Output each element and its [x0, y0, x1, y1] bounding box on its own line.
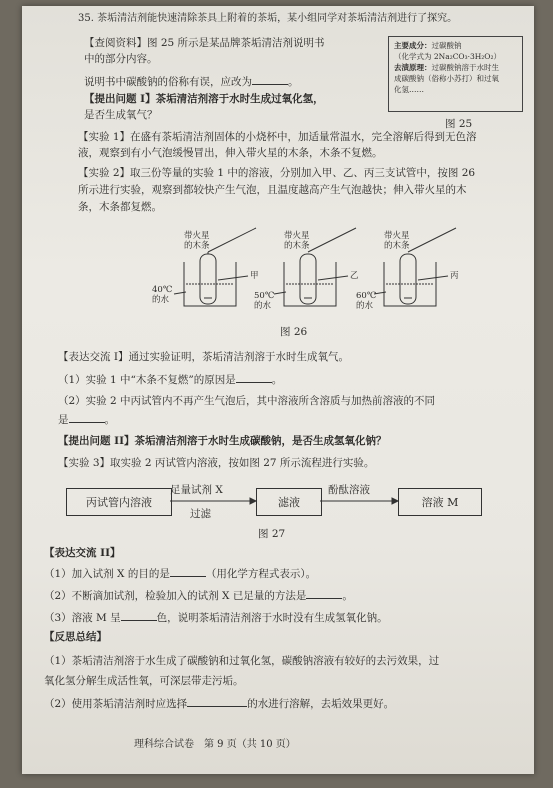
info-principle-2: 成碳酸钠（俗称小苏打）和过氧 [394, 74, 499, 83]
water-label-3: 的水 [356, 301, 374, 311]
stick-label-3b: 的木条 [384, 241, 410, 251]
lookup-info-line1: 【查阅资料】图 25 所示是某品牌茶垢清洁剂说明书 [84, 37, 325, 49]
experiment-2-line1: 【实验 2】取三份等量的实验 1 中的溶液，分别加入甲、乙、丙三支试管中，按图 26 [78, 167, 476, 179]
stick-label-2a: 带火星 [284, 231, 310, 241]
discussion-2-q1: （1）加入试剂 X 的目的是 （用化学方程式表示）。 [44, 568, 317, 580]
info-label-principle: 去渍原理： [394, 63, 432, 72]
info-principle: 过碳酸钠溶于水时生 [431, 63, 499, 72]
water-label-1: 的水 [152, 295, 170, 305]
info-principle-3: 化氢…… [394, 85, 424, 94]
answer-blank[interactable] [187, 696, 247, 707]
correction-question: 说明书中碳酸钠的俗称有误，应改为 。 [84, 76, 299, 88]
flow-box-filtrate: 滤液 [256, 488, 322, 516]
stick-label-1b: 的木条 [184, 241, 210, 251]
info-formula: （化学式为 2Na₂CO₃·3H₂O₂） [394, 52, 501, 61]
water-temp-2: 50℃ [254, 291, 275, 301]
discussion-1-q1: （1）实验 1 中“木条不复燃”的原因是 。 [58, 374, 283, 386]
stick-label-3a: 带火星 [384, 231, 410, 241]
tube-label-jia: 甲 [250, 271, 259, 281]
water-temp-3: 60℃ [356, 291, 377, 301]
discussion-1-heading: 【表达交流 I】通过实验证明，茶垢清洁剂溶于水时生成氧气。 [58, 351, 349, 363]
experiment-1-line2: 液，观察到有小气泡缓慢冒出，伸入带火星的木条，木条不复燃。 [78, 147, 383, 159]
flow-box-solution-m: 溶液 M [398, 488, 482, 516]
discussion-2-heading: 【表达交流 II】 [44, 547, 121, 559]
discussion-1-q2-line2: 是 。 [58, 414, 115, 426]
flow-arrow1-top: 足量试剂 X [170, 484, 223, 496]
discussion-1-q2-line1: （2）实验 2 中丙试管内不再产生气泡后，其中溶液所含溶质与加热前溶液的不同 [58, 395, 436, 407]
exam-page [22, 6, 534, 774]
answer-blank[interactable] [306, 588, 342, 599]
question-1-line2: 是否生成氧气？ [84, 109, 158, 121]
reflection-1-line1: （1）茶垢清洁剂溶于水生成了碳酸钠和过氧化氢，碳酸钠溶液有较好的去污效果，过 [44, 655, 440, 667]
water-label-2: 的水 [254, 301, 272, 311]
fig25-caption: 图 25 [445, 118, 473, 130]
flow-arrows [22, 6, 534, 566]
reflection-1-line2: 氧化氢分解生成活性氧，可深层带走污垢。 [44, 675, 244, 687]
question-heading: 35. 茶垢清洁剂能快速清除茶具上附着的茶垢，某小组同学对茶垢清洁剂进行了探究。 [78, 13, 458, 24]
experiment-1-line1: 【实验 1】在盛有茶垢清洁剂固体的小烧杯中，加适量常温水，完全溶解后得到无色溶 [78, 131, 477, 143]
experiment-3: 【实验 3】取实验 2 丙试管内溶液，按如图 27 所示流程进行实验。 [58, 457, 375, 469]
question-2: 【提出问题 II】茶垢清洁剂溶于水时生成碳酸钠，是否生成氢氧化钠？ [58, 435, 387, 447]
info-ingredient: 过碳酸钠 [431, 41, 462, 50]
reflection-heading: 【反思总结】 [44, 631, 107, 643]
flow-box-sample: 丙试管内溶液 [66, 488, 172, 516]
fig27-caption: 图 27 [258, 528, 286, 540]
discussion-2-q3: （3）溶液 M 呈 色，说明茶垢清洁剂溶于水时没有生成氢氧化钠。 [44, 612, 388, 624]
fig26-caption: 图 26 [280, 326, 308, 338]
experiment-2-line3: 条，木条都复燃。 [78, 201, 162, 213]
lookup-info-line2: 中的部分内容。 [84, 53, 158, 65]
answer-blank[interactable] [121, 610, 157, 621]
stick-label-2b: 的木条 [284, 241, 310, 251]
info-label-ingredient: 主要成分： [394, 41, 432, 50]
tube-label-yi: 乙 [350, 271, 359, 281]
answer-blank[interactable] [170, 566, 206, 577]
page-footer: 理科综合试卷 第 9 页（共 10 页） [134, 739, 296, 750]
flow-arrow1-bottom: 过滤 [190, 508, 211, 520]
tube-label-bing: 丙 [450, 271, 459, 281]
discussion-2-q2: （2）不断滴加试剂，检验加入的试剂 X 已足量的方法是 。 [44, 590, 353, 602]
question-1-line1: 【提出问题 I】茶垢清洁剂溶于水时生成过氧化氢， [84, 93, 324, 105]
water-temp-1: 40℃ [152, 285, 173, 295]
stick-label-1a: 带火星 [184, 231, 210, 241]
reflection-2: （2）使用茶垢清洁剂时应选择 的水进行溶解，去垢效果更好。 [44, 698, 395, 710]
flow-arrow2-top: 酚酞溶液 [328, 484, 370, 496]
experiment-2-line2: 所示进行实验，观察到都较快产生气泡，且温度越高产生气泡越快；伸入带火星的木 [78, 184, 467, 196]
